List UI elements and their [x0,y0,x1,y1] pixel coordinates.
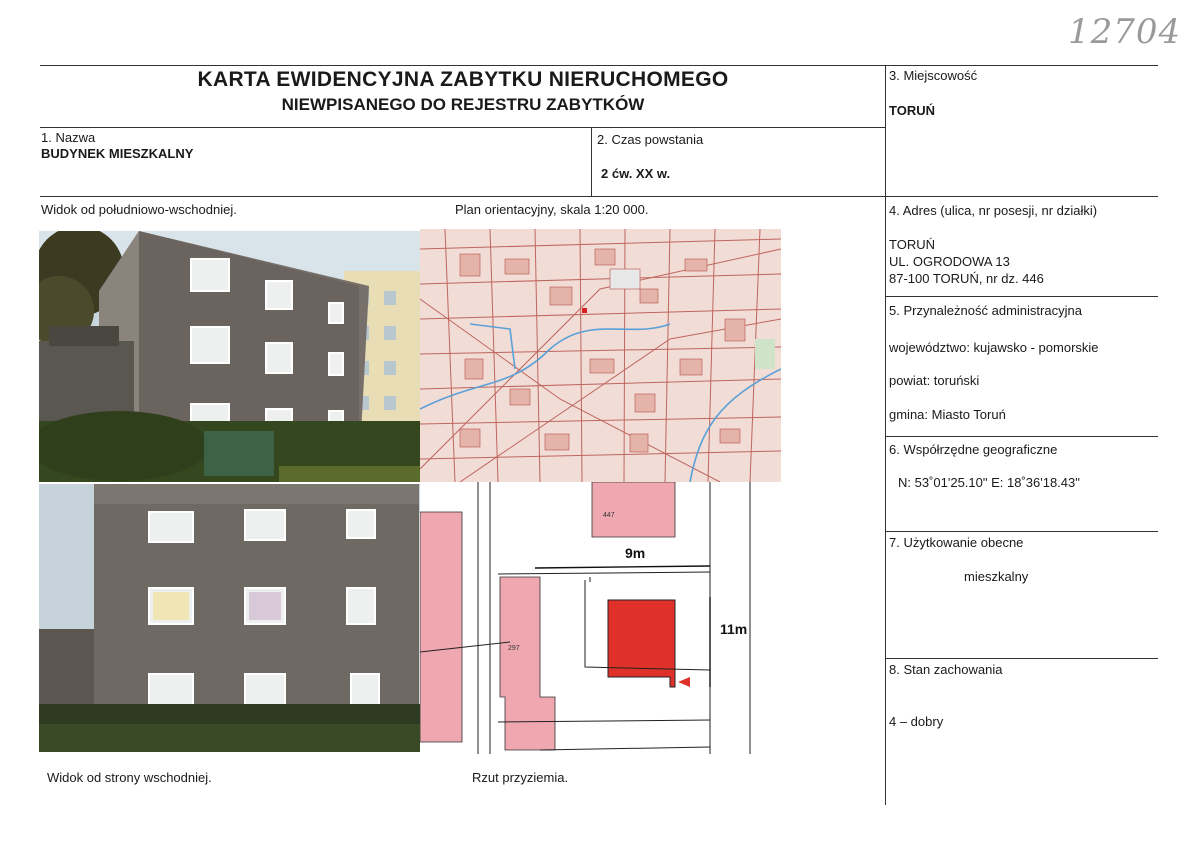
usage-value: mieszkalny [964,569,1029,584]
caption-view-east: Widok od strony wschodniej. [47,770,212,785]
admin-bottom-line [885,436,1158,437]
floor-plan-depth-dim: 11m [720,621,748,637]
admin-county: powiat: toruński [889,373,980,388]
coords-label: 6. Współrzędne geograficzne [889,442,1058,457]
address-label: 4. Adres (ulica, nr posesji, nr działki) [889,203,1098,218]
caption-map: Plan orientacyjny, skala 1:20 000. [455,202,649,217]
record-number: 12704 [1068,12,1182,52]
right-column-divider [885,65,886,805]
photo-east-view [39,484,420,752]
usage-label: 7. Użytkowanie obecne [889,535,1024,550]
name-row-bottom-line [40,196,1158,197]
table-top-line [40,65,1158,66]
address-line2: UL. OGRODOWA 13 [889,254,1010,269]
floor-plan-width-dim: 9m [625,545,646,561]
address-line3: 87-100 TORUŃ, nr dz. 446 [889,271,1044,286]
floor-plan-drawing [420,482,783,754]
photo-south-east-view [39,231,420,482]
date-label: 2. Czas powstania [597,132,704,147]
address-bottom-line [885,296,1158,297]
admin-voivodeship: województwo: kujawsko - pomorskie [889,340,1099,355]
caption-floor-plan: Rzut przyziemia. [472,770,569,785]
admin-commune: gmina: Miasto Toruń [889,407,1006,422]
caption-view-south-east: Widok od południowo-wschodniej. [41,202,237,217]
admin-label: 5. Przynależność administracyjna [889,303,1082,318]
condition-label: 8. Stan zachowania [889,662,1003,677]
parcel-top-number: 447 [603,512,615,519]
name-date-divider [591,127,592,196]
place-label: 3. Miejscowość [889,68,978,83]
name-label: 1. Nazwa [41,130,96,145]
orientation-map [420,229,781,482]
address-line1: TORUŃ [889,237,935,252]
card-title-line1: KARTA EWIDENCYJNA ZABYTKU NIERUCHOMEGO [197,68,729,91]
coords-value: N: 53˚01'25.10" E: 18˚36'18.43" [898,475,1080,490]
header-bottom-line [40,127,886,128]
condition-value: 4 – dobry [889,714,944,729]
usage-bottom-line [885,658,1158,659]
coords-bottom-line [885,531,1158,532]
name-value: BUDYNEK MIESZKALNY [41,146,194,161]
parcel-left-number: 297 [508,645,520,652]
place-value: TORUŃ [889,103,935,118]
card-title-line2: NIEWPISANEGO DO REJESTRU ZABYTKÓW [281,95,645,114]
date-value: 2 ćw. XX w. [601,166,671,181]
